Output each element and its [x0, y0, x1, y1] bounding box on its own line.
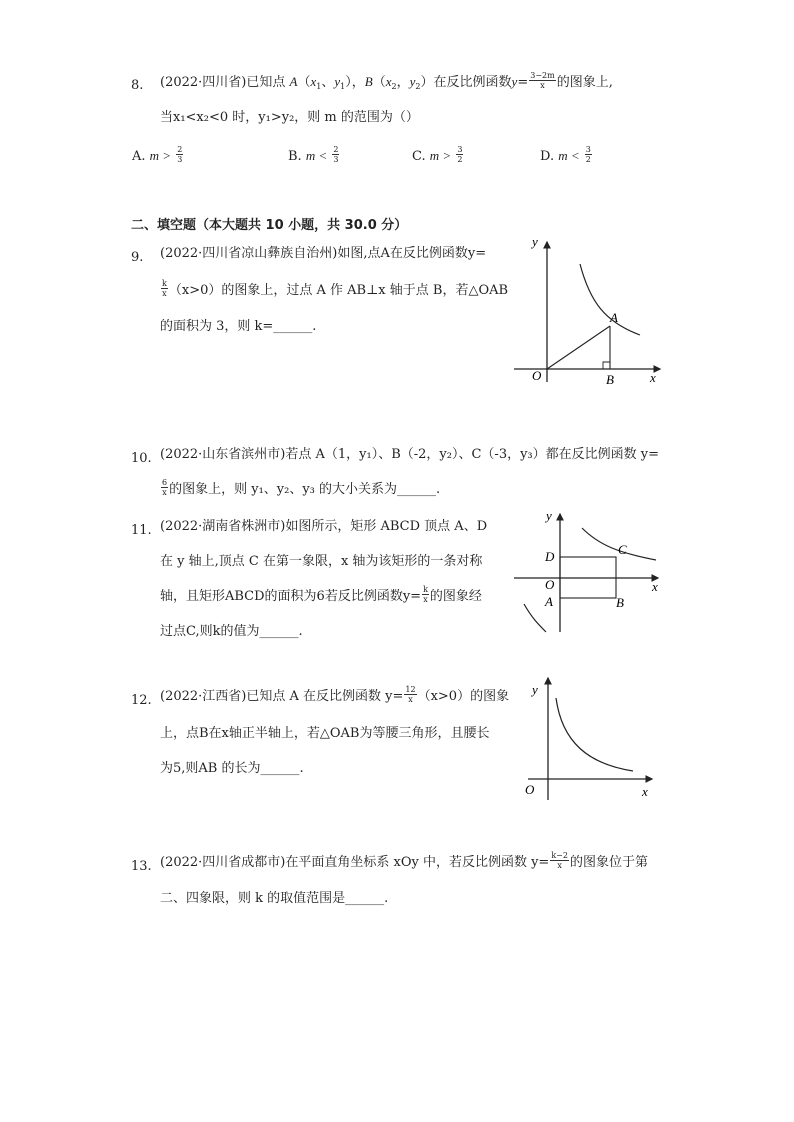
section-heading: 二、填空题（本大题共 10 小题，共 30.0 分）: [131, 218, 408, 233]
q12-figure: [518, 672, 668, 812]
q11-label-y: y: [546, 508, 552, 523]
q9-label-y: y: [532, 234, 538, 249]
q11-line3: 轴，且矩形ABCD的面积为6若反比例函数y= $\frac{k}{x}$ 的图象经: [160, 585, 482, 604]
q9-number: 9.: [131, 250, 144, 265]
q9-label-a: A: [610, 310, 618, 325]
q9-right-angle: [603, 362, 610, 369]
q12-label-o: O: [525, 782, 535, 797]
q11-label-o: O: [545, 577, 555, 592]
q8-line2: 当x₁<x₂<0 时，y₁>y₂，则 m 的范围为（）: [160, 110, 419, 125]
q8-option-a: A. m > $\frac{2}{3}$: [132, 145, 183, 164]
q12-hyperbola: [556, 698, 633, 771]
q11-label-c: C: [618, 542, 627, 557]
q11-label-a: A: [545, 594, 553, 609]
q12-label-y: y: [532, 682, 538, 697]
q10-number: 10.: [131, 451, 152, 466]
q10-line1: (2022·山东省滨州市)若点 A（1，y₁）、B（-2，y₂）、C（-3，y₃）都在反比例函数 y=: [160, 447, 660, 462]
q12-line1: (2022·江西省)已知点 A 在反比例函数 y= $\frac{12}{x}$ （x>0）的图象: [160, 685, 510, 704]
q9-line3: 的面积为 3，则 k=______.: [160, 319, 317, 334]
q9-label-x: x: [650, 370, 656, 385]
q11-line4: 过点C,则k的值为______.: [160, 624, 303, 639]
q9-label-b: B: [606, 372, 614, 387]
q9-line1: (2022·四川省凉山彝族自治州)如图,点A在反比例函数y=: [160, 246, 487, 261]
q11-hyperbola-q3: [524, 604, 546, 632]
q13-line2: 二、四象限，则 k 的取值范围是______.: [160, 891, 389, 906]
q9-line2: $\frac{k}{x}$ （x>0）的图象上，过点 A 作 AB⊥x 轴于点 B，若△OAB: [162, 279, 509, 298]
q8-option-b: B. m < $\frac{2}{3}$: [288, 145, 339, 164]
q8-fraction: $\frac{3-2m}{x}$: [530, 71, 555, 90]
q8-option-c: C. m > $\frac{3}{2}$: [412, 145, 463, 164]
q11-label-b: B: [616, 595, 624, 610]
q8-line1: (2022·四川省)已知点 $A(x_1$、$y_1$），$B(x_2$，$y_2$）在反比例函数y= $\frac{3-2m}{x}$ 的图象上,: [160, 71, 613, 91]
q8-option-d: D. m < $\frac{3}{2}$: [540, 145, 591, 164]
q11-label-x: x: [652, 579, 658, 594]
q12-line3: 为5,则AB 的长为______.: [160, 761, 304, 776]
q13-line1: (2022·四川省成都市)在平面直角坐标系 xOy 中，若反比例函数 y= $\frac{k-2}{x}$ 的图象位于第: [160, 851, 648, 870]
q11-number: 11.: [131, 523, 152, 538]
q9-label-o: O: [532, 368, 542, 383]
q13-number: 13.: [131, 859, 152, 874]
q11-line2: 在 y 轴上,顶点 C 在第一象限，x 轴为该矩形的一条对称: [160, 554, 483, 569]
q11-line1: (2022·湖南省株洲市)如图所示，矩形 ABCD 顶点 A、D: [160, 519, 488, 534]
q11-label-d: D: [545, 549, 555, 564]
q9-figure: [510, 232, 680, 392]
q12-number: 12.: [131, 693, 152, 708]
q10-line2: $\frac{6}{x}$ 的图象上，则 y₁、y₂、y₃ 的大小关系为______.: [162, 478, 441, 497]
q11-figure: [510, 508, 670, 638]
q9-segment-oa: [547, 326, 610, 369]
q8-number: 8.: [131, 78, 144, 93]
q12-label-x: x: [642, 784, 648, 799]
q12-line2: 上，点B在x轴正半轴上，若△OAB为等腰三角形，且腰长: [160, 726, 490, 741]
